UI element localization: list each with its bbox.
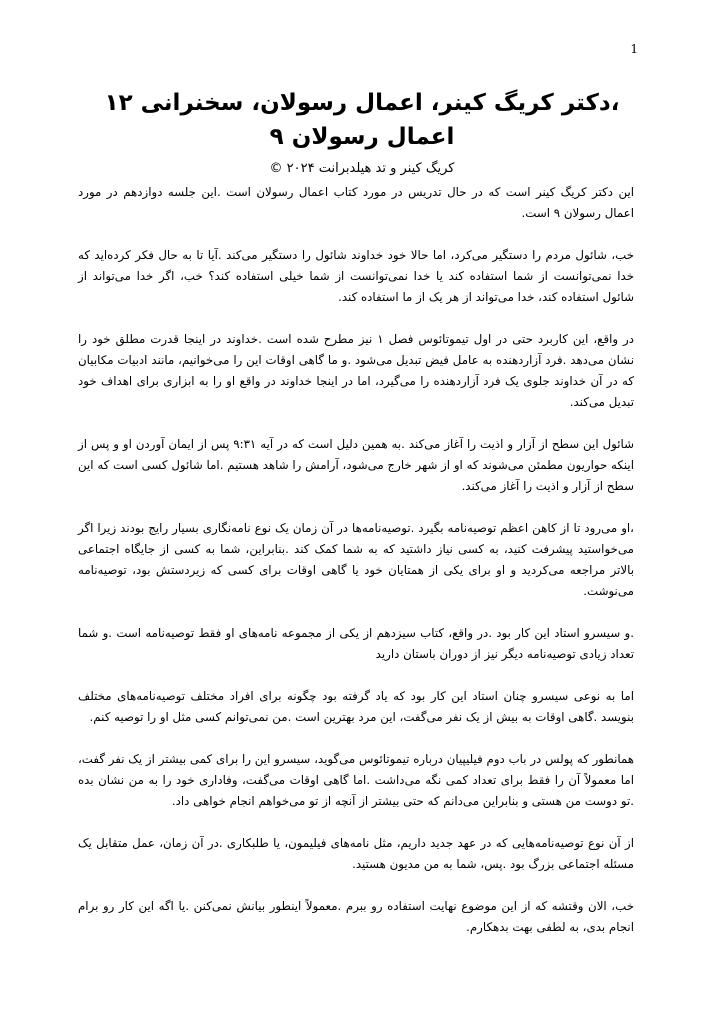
document-body xyxy=(78,182,634,959)
paragraph: در واقع، این کاربرد حتی در اول تیموتائوس فصل ۱ نیز مطرح شده است .خداوند در اینجا قدرت مطلق خود را نشان می‌دهد .فرد آزاردهنده به عامل فیض تبدیل می‌شود .و ما گاهی اوقات این را می‌خوانیم، مانند ادبیات مکابیان که در آن خداوند جلوی یک فرد آزاردهنده را می‌گیرد، اما در اینجا خداوند در واقع او را به ابزاری برای اهداف خود تبدیل می‌کند. xyxy=(78,332,634,409)
paragraph: خب، الان وقتشه که از این موضوع نهایت استفاده رو ببرم .معمولاً اینطور بیانش نمی‌کنن .یا اگه این کار رو برام انجام بدی، به لطفی بهت بدهکارم. xyxy=(78,899,634,934)
paragraph: از آن نوع توصیه‌نامه‌هایی که در عهد جدید داریم، مثل نامه‌های فیلیمون، یا طلبکاری .در آن زمان، عمل متقابل یک مسئله اجتماعی بزرگ بود .پس، شما به من مدیون هستید. xyxy=(78,836,634,871)
paragraph: این دکتر کریگ کینر است که در حال تدریس در مورد کتاب اعمال رسولان است .این جلسه دوازدهم در مورد اعمال رسولان ۹ است. xyxy=(78,185,634,220)
paragraph: .و سیسرو استاد این کار بود .در واقع، کتاب سیزدهم از یکی از مجموعه نامه‌های او فقط توصیه‌نامه است .و شما تعداد زیادی توصیه‌نامه دیگر نیز از دوران باستان دارید xyxy=(78,626,634,661)
paragraph: شائول این سطح از آزار و اذیت را آغاز می‌کند .به همین دلیل است که در آیه ۹:۳۱ پس از ایمان آوردن او و پس از اینکه حواریون مطمئن می‌شوند که او از شهر خارج می‌شود، آرامش را شاهد هستیم .اما شائول کسی است که این سطح از آزار و اذیت را آغاز می‌کند. xyxy=(78,437,634,493)
paragraph: اما به نوعی سیسرو چنان استاد این کار بود که یاد گرفته بود چگونه برای افراد مختلف توصیه‌نامه‌های مختلف بنویسد .گاهی اوقات به بیش از یک نفر می‌گفت، این مرد بهترین است .من نمی‌توانم کسی مثل او را توصیه کنم. xyxy=(78,689,634,724)
title-block xyxy=(90,86,634,180)
page-subtitle: اعمال رسولان ۹ xyxy=(269,124,455,150)
paragraph: همانطور که پولس در باب دوم فیلیپیان درباره تیموتائوس می‌گوید، سیسرو این را برای کمی بیشتر از یک نفر گفت، اما معمولاً آن را فقط برای تعداد کمی نگه می‌داشت .اما گاهی اوقات می‌گفت، وفاداری خود را به من نشان بده .تو دوست من هستی و بنابراین می‌دانم که حتی بیشتر از آنچه از تو می‌خواهم انجام خواهی داد. xyxy=(78,752,634,808)
paragraph: ،او می‌رود تا از کاهن اعظم توصیه‌نامه بگیرد .توصیه‌نامه‌ها در آن زمان یک نوع نامه‌نگاری بسیار رایج بودند زیرا اگر می‌خواستید پیشرفت کنید، به کسی نیاز داشتید که به شما کمک کند .بنابراین، شما به کسی از جایگاه اجتماعی بالاتر مراجعه می‌کردید و او برای یکی از همتایان خود یا گاهی اوقات برای کسی که زیردستش بود، توصیه‌نامه می‌نوشت. xyxy=(78,521,634,598)
paragraph: خب، شائول مردم را دستگیر می‌کرد، اما حالا خود خداوند شائول را دستگیر می‌کند .آیا تا به حال فکر کرده‌اید که خدا نمی‌توانست از شما استفاده کند یا خدا نمی‌توانست از شما خیلی استفاده کند؟ خب، اگر خدا می‌تواند از شائول استفاده کند، خدا می‌تواند از هر یک از ما استفاده کند. xyxy=(78,248,634,304)
page-title: ،دکتر کریگ کینر، اعمال رسولان، سخنرانی ۱۲ xyxy=(104,90,620,116)
page-number: 1 xyxy=(630,42,638,56)
byline: کریگ کینر و تد هیلدبرانت ۲۰۲۴ © xyxy=(269,161,455,176)
